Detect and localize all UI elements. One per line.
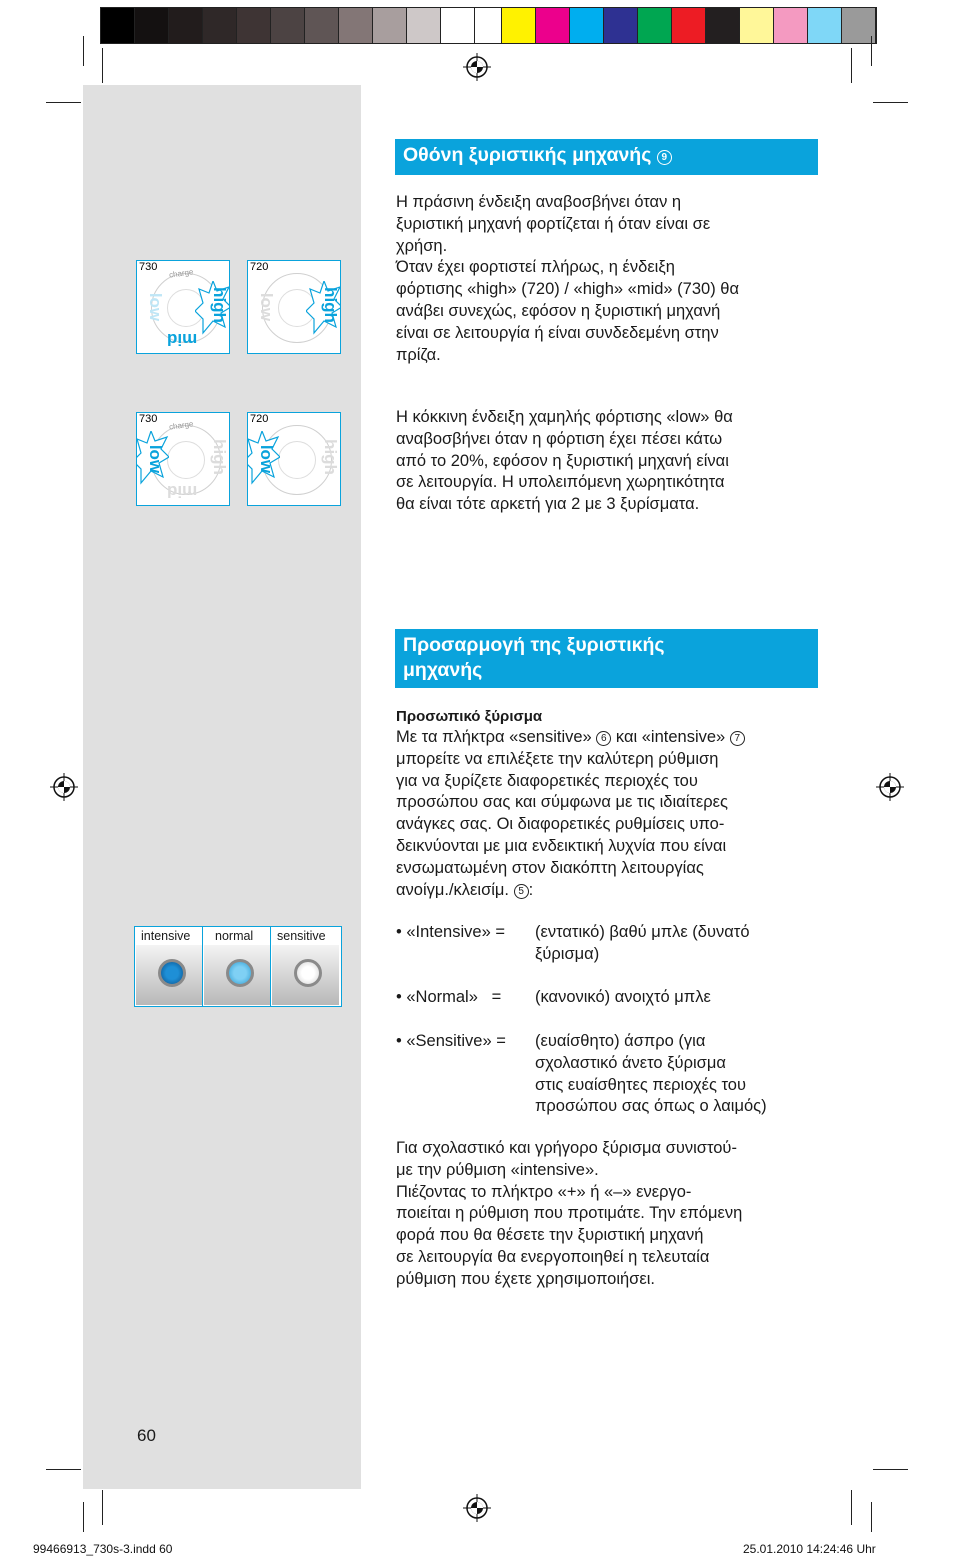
mode-label-sensitive: sensitive [277, 929, 326, 943]
mid-label: mid [167, 330, 198, 349]
paragraph-recommendation [396, 1138, 816, 1291]
section-heading-display [395, 139, 818, 175]
text-line: Για σχολαστικό και γρήγορο ξύρισμα συνιστού- [396, 1139, 737, 1157]
reference-number: 7 [730, 731, 745, 746]
color-swatch [808, 8, 842, 43]
color-swatch [706, 8, 740, 43]
model-number: 730 [139, 413, 158, 425]
bullet-text: στις ευαίσθητες περιοχές του [535, 1075, 746, 1094]
color-swatch [169, 8, 203, 43]
bullet-text: (ευαίσθητο) άσπρο (για [535, 1031, 706, 1050]
high-label: high [209, 287, 229, 323]
display-720-full [247, 260, 341, 354]
low-label: low [146, 292, 166, 322]
text-line: από το 20%, εφόσον η ξυριστική μηχανή είναι [396, 451, 729, 470]
paragraph-charge-indicator [396, 192, 816, 366]
mid-label: mid [167, 482, 198, 501]
text-line: σε λειτουργία θα ενεργοποιηθεί η τελευταία [396, 1247, 710, 1266]
text-line: ανάβει συνεχώς, εφόσον η ξυριστική μηχανή [396, 301, 721, 320]
section-heading-adjustment [395, 629, 818, 688]
model-number: 720 [250, 413, 269, 425]
color-swatch [502, 8, 536, 43]
text-line: με την ρύθμιση «intensive». [396, 1160, 599, 1179]
intro-last-line: ανοίγμ./κλεισίμ. 5 : [396, 880, 534, 899]
text-line: ενσωματωμένη στον διακόπτη λειτουργίας [396, 858, 704, 877]
reference-number: 6 [596, 731, 611, 746]
charge-label: charge [168, 267, 194, 280]
text-line: Η πράσινη ένδειξη αναβοσβήνει όταν η [396, 193, 682, 211]
mode-label-intensive: intensive [141, 929, 191, 943]
mode-indicator-illustration [134, 926, 342, 1007]
color-swatch [407, 8, 441, 43]
display-730-full [136, 260, 230, 354]
reference-number: 9 [657, 150, 672, 165]
intro-lines [396, 749, 816, 880]
bullet-key: • «Normal» = [396, 988, 502, 1007]
color-swatch [774, 8, 808, 43]
color-swatch [638, 8, 672, 43]
bullet-item [396, 1031, 816, 1118]
crop-mark [871, 1502, 872, 1532]
bullet-text: σχολαστικό άνετο ξύρισμα [535, 1053, 726, 1072]
reference-number: 5 [514, 884, 529, 899]
subheading: Προσωπικό ξύρισμα [396, 708, 543, 725]
color-swatch [570, 8, 604, 43]
text-line: μπορείτε να επιλέξετε την καλύτερη ρύθμιση [396, 749, 719, 768]
color-swatch [536, 8, 570, 43]
paragraph-low-indicator [396, 407, 816, 516]
color-swatch [604, 8, 638, 43]
heading-line: Προσαρμογή της ξυριστικής [403, 634, 665, 656]
text-line: φορά που θα θέσετε την ξυριστική μηχανή [396, 1226, 704, 1245]
registration-mark-icon [876, 773, 904, 801]
crop-mark [102, 1490, 103, 1525]
heading-line: μηχανής [403, 659, 483, 681]
text-line: δεικνύονται με μια ενδεικτική λυχνία που είναι [396, 836, 727, 855]
color-swatch [339, 8, 373, 43]
page-number: 60 [137, 1426, 156, 1445]
indicator-light-icon [158, 959, 186, 987]
crop-mark [83, 1502, 84, 1532]
registration-mark-icon [50, 773, 78, 801]
heading-text: Οθόνη ξυριστικής μηχανής [403, 144, 652, 166]
footer-file: 99466913_730s-3.indd 60 [33, 1542, 173, 1556]
crop-mark [46, 102, 81, 103]
color-swatch [441, 8, 475, 43]
text-line: σε λειτουργία. Η υπολειπόμενη χωρητικότητα [396, 473, 725, 492]
high-label: high [320, 439, 340, 475]
intro-text: Με τα πλήκτρα «sensitive» [396, 728, 592, 746]
color-bar-gap [475, 8, 502, 43]
color-swatch [237, 8, 271, 43]
intro-first-line [396, 727, 816, 749]
text-line: για να ξυρίζετε διαφορετικές περιοχές του [396, 771, 698, 790]
low-label: low [257, 444, 277, 474]
color-swatch [135, 8, 169, 43]
bullet-key: • «Intensive» = [396, 923, 505, 941]
crop-mark [102, 48, 103, 83]
crop-mark [873, 1469, 908, 1470]
text-line: ανάγκες σας. Οι διαφορετικές ρυθμίσεις υπο- [396, 815, 725, 834]
color-swatch [672, 8, 706, 43]
mode-switch-intensive [136, 945, 203, 1005]
text-line: Πιέζοντας το πλήκτρο «+» ή «–» ενεργο- [396, 1182, 692, 1201]
model-number: 730 [139, 261, 158, 273]
intro-text: ανοίγμ./κλεισίμ. [396, 880, 510, 899]
mode-label-normal: normal [215, 929, 254, 943]
mode-bullet-list [396, 922, 816, 1140]
text-line: ποιείται η ρύθμιση που προτιμάτε. Την επόμενη [396, 1204, 743, 1223]
bullet-text: (κανονικό) ανοιχτό μπλε [535, 988, 711, 1007]
low-label: low [146, 444, 166, 474]
personal-shave-section [396, 707, 816, 901]
registration-mark-icon [463, 53, 491, 81]
text-line: Όταν έχει φορτιστεί πλήρως, η ένδειξη [396, 258, 675, 277]
crop-mark [851, 48, 852, 83]
crop-mark [871, 36, 872, 66]
bullet-item [396, 922, 816, 966]
high-label: high [209, 439, 229, 475]
color-swatch [203, 8, 237, 43]
mode-switch-normal [204, 945, 271, 1005]
bullet-text: (εντατικό) βαθύ μπλε (δυνατό [535, 923, 750, 941]
text-line: είναι σε λειτουργία ή είναι συνδεδεμένη στην [396, 323, 719, 342]
text-line: ξυριστική μηχανή φορτίζεται ή όταν είναι σε [396, 214, 711, 233]
bullet-text: ξύρισμα) [535, 944, 600, 963]
text-line: φόρτισης «high» (720) / «high» «mid» (730) θα [396, 280, 739, 299]
charge-label: charge [168, 419, 194, 432]
crop-mark [851, 1490, 852, 1525]
bullet-key: • «Sensitive» = [396, 1031, 506, 1050]
crop-mark [873, 102, 908, 103]
color-swatch [271, 8, 305, 43]
registration-mark-icon [463, 1494, 491, 1522]
text-line: ρύθμιση που έχετε χρησιμοποιήσει. [396, 1269, 655, 1288]
crop-mark [46, 1469, 81, 1470]
crop-mark [83, 36, 84, 66]
text-line: πρίζα. [396, 345, 441, 364]
color-calibration-bar [100, 7, 877, 44]
text-line: χρήση. [396, 236, 448, 255]
display-730-low [136, 412, 230, 506]
text-line: αναβοσβήνει όταν η φόρτιση έχει πέσει κάτω [396, 429, 723, 448]
footer-date: 25.01.2010 14:24:46 Uhr [743, 1542, 876, 1556]
display-720-low [247, 412, 341, 506]
high-label: high [320, 287, 340, 323]
text-line: προσώπου σας και σύμφωνα με τις ιδιαίτερες [396, 793, 728, 812]
color-swatch [740, 8, 774, 43]
text-line: Η κόκκινη ένδειξη χαμηλής φόρτισης «low» θα [396, 408, 733, 426]
intro-text: και «intensive» [615, 728, 726, 746]
color-swatch [101, 8, 135, 43]
indicator-light-icon [294, 959, 322, 987]
color-swatch [373, 8, 407, 43]
text-line: θα είναι τότε αρκετή για 2 με 3 ξυρίσματα. [396, 495, 700, 514]
model-number: 720 [250, 261, 269, 273]
bullet-item [396, 987, 816, 1009]
low-label: low [257, 292, 277, 322]
indicator-light-icon [226, 959, 254, 987]
mode-switch-sensitive [272, 945, 339, 1005]
bullet-text: προσώπου σας όπως ο λαιμός) [535, 1097, 767, 1116]
color-swatch [305, 8, 339, 43]
